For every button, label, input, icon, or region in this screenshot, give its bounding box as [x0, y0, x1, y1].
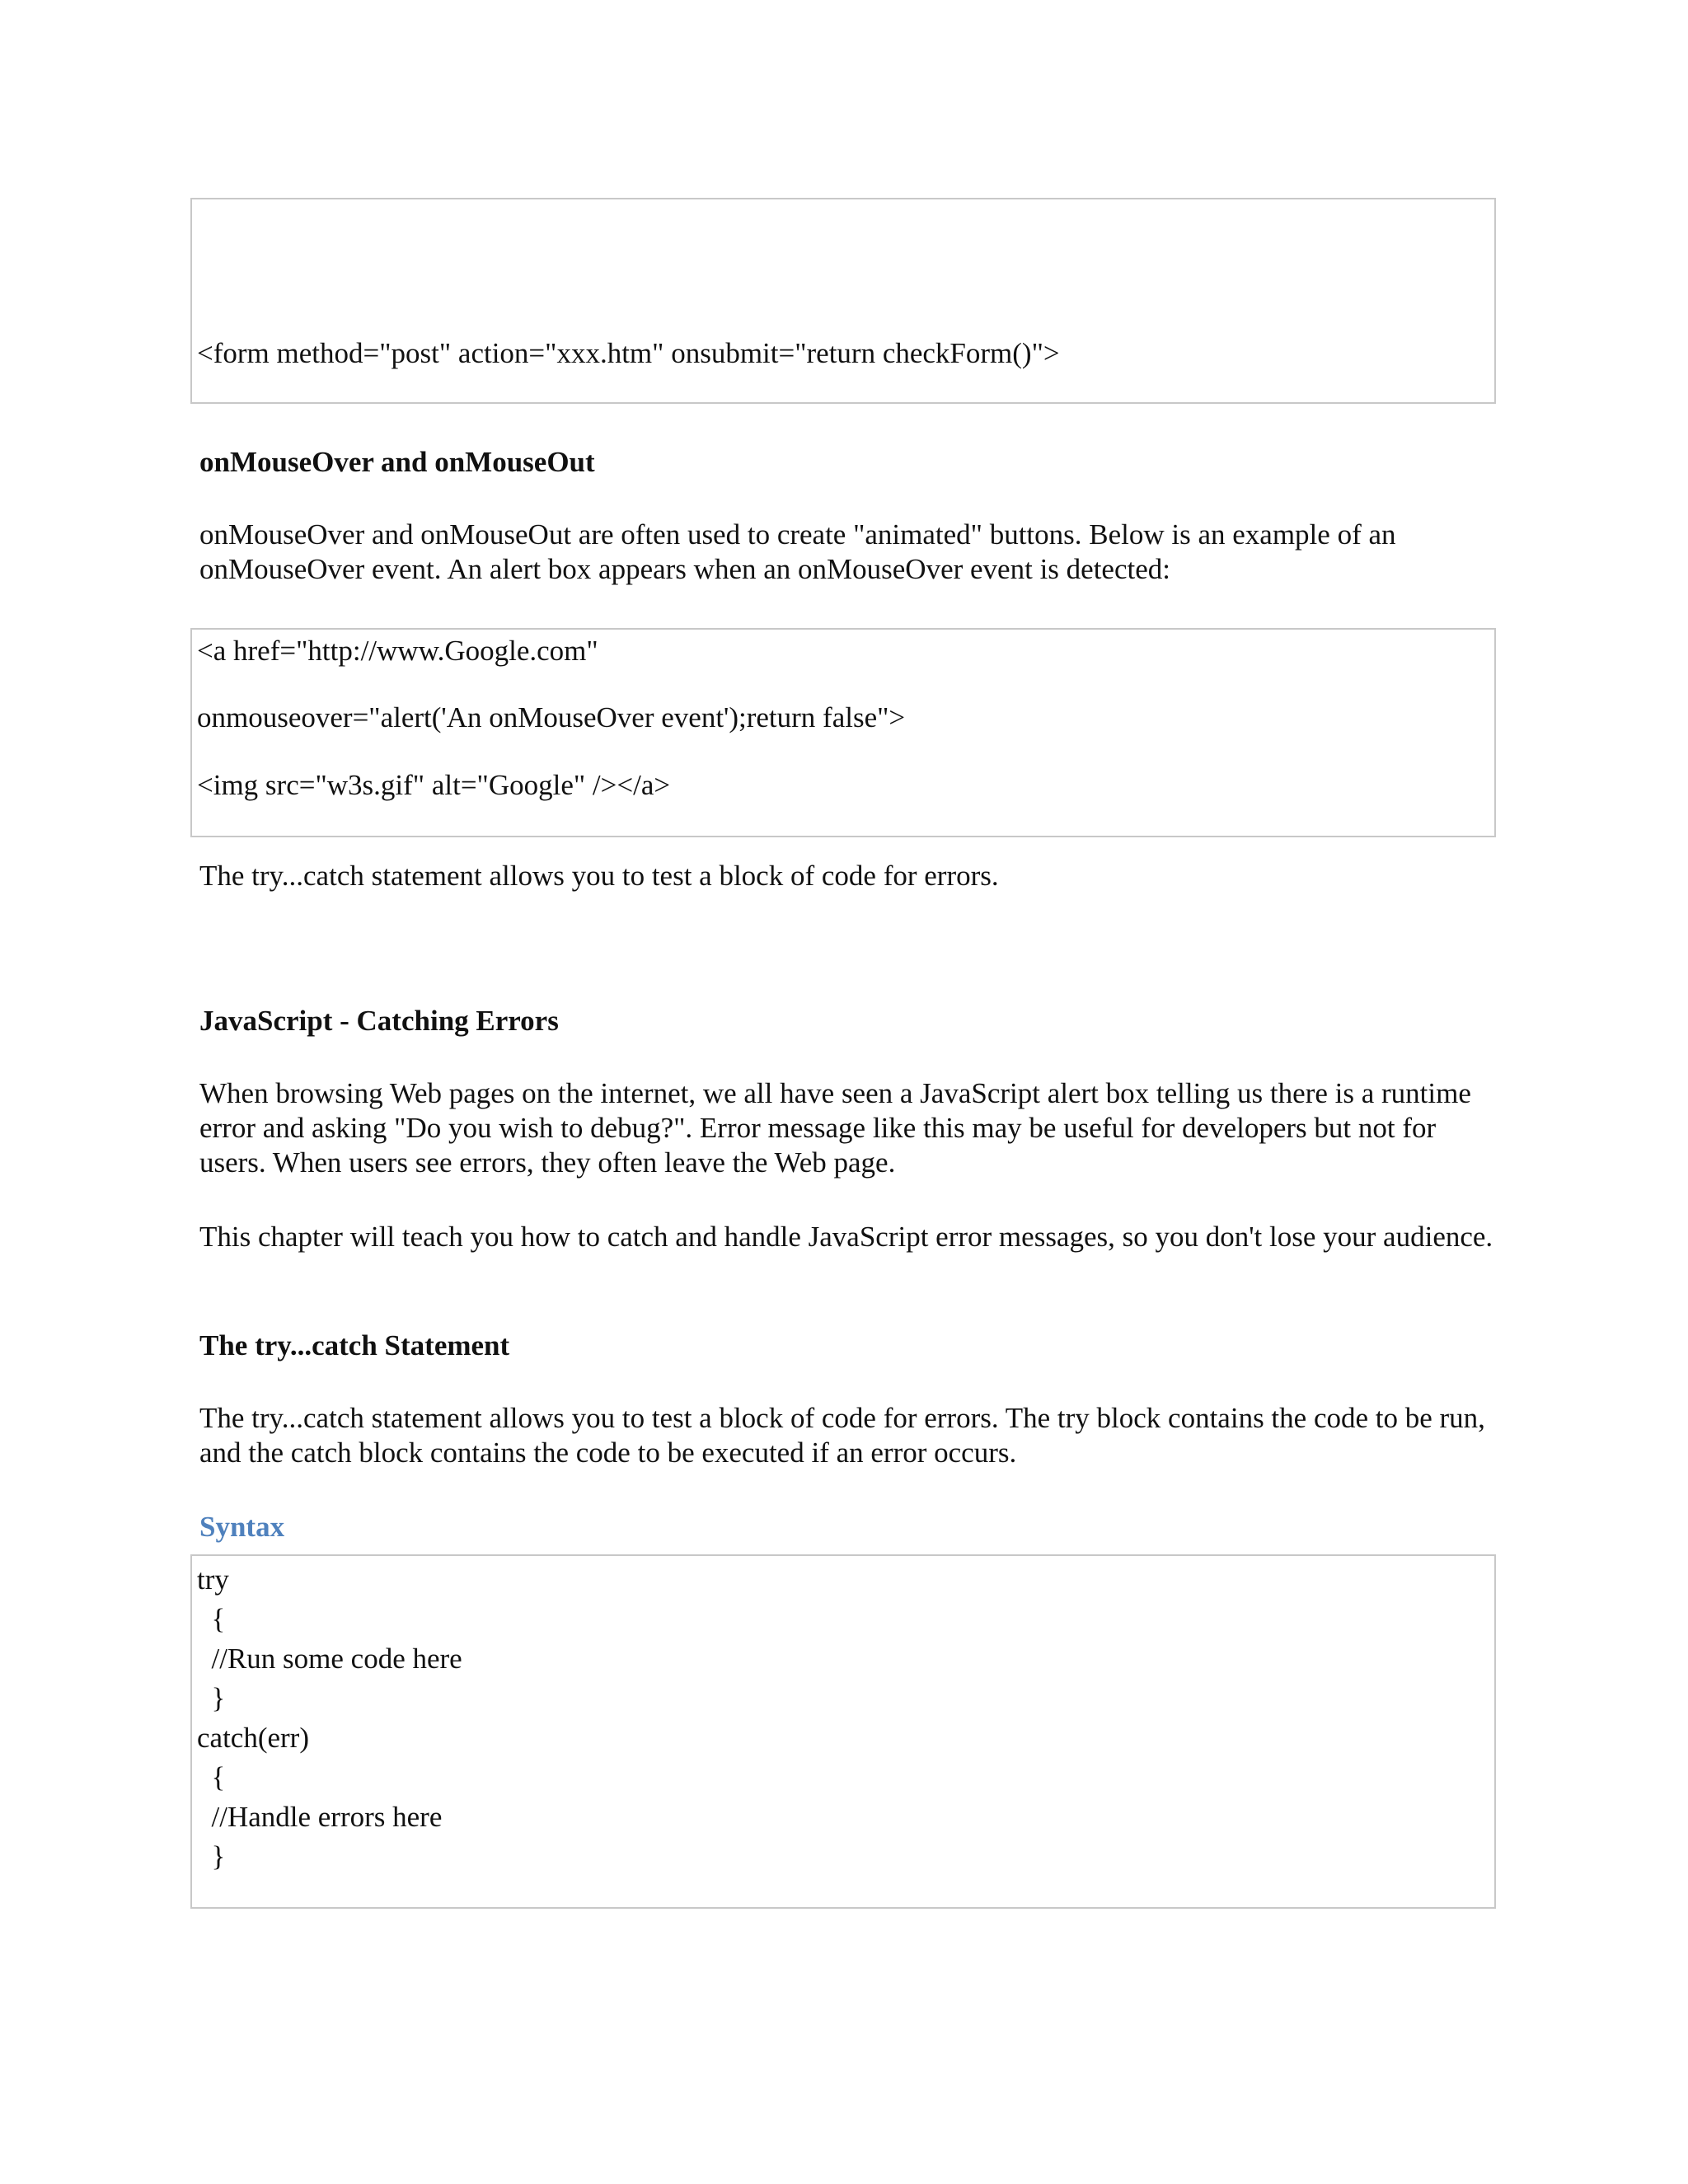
code-line-img: <img src="w3s.gif" alt="Google" /></a> [197, 769, 671, 801]
code-line-form: <form method="post" action="xxx.htm" onsubmit="return checkForm()"> [197, 337, 1060, 369]
syntax-line: } [197, 1840, 226, 1872]
paragraph-try-intro: The try...catch statement allows you to test a block of code for errors. [199, 860, 999, 892]
heading-onmouseover: onMouseOver and onMouseOut [199, 446, 595, 478]
paragraph-onmouseover: onMouseOver and onMouseOut are often used to create "animated" buttons. Below is an example of an onMouseOver event. An alert box appears when an onMouseOver event is detected: [199, 518, 1396, 585]
mouseover-code-box [190, 628, 1496, 837]
form-code-box [190, 198, 1496, 404]
syntax-code-box [190, 1554, 1496, 1909]
syntax-line: catch(err) [197, 1722, 309, 1754]
syntax-line: { [197, 1761, 226, 1793]
heading-try-catch-statement: The try...catch Statement [199, 1329, 510, 1361]
syntax-line: try [197, 1563, 229, 1596]
heading-syntax: Syntax [199, 1511, 285, 1543]
code-line-onmouseover: onmouseover="alert('An onMouseOver event');return false"> [197, 701, 906, 733]
syntax-line: { [197, 1603, 226, 1635]
paragraph-catching-errors-2: This chapter will teach you how to catch and handle JavaScript error messages, so you don't lose your audience. [199, 1221, 1493, 1253]
syntax-line: } [197, 1682, 226, 1714]
heading-catching-errors: JavaScript - Catching Errors [199, 1005, 559, 1037]
paragraph-try-catch: The try...catch statement allows you to test a block of code for errors. The try block contains the code to be run, and the catch block contains the code to be executed if an error occurs. [199, 1402, 1485, 1469]
code-line-anchor: <a href="http://www.Google.com" [197, 635, 598, 667]
paragraph-catching-errors-1: When browsing Web pages on the internet, we all have seen a JavaScript alert box telling us there is a runtime error and asking "Do you wish to debug?". Error message like this may be useful for developers but not for users. When users see errors, they often leave the Web page. [199, 1077, 1471, 1179]
syntax-line: //Run some code here [197, 1643, 462, 1675]
syntax-line: //Handle errors here [197, 1801, 443, 1833]
